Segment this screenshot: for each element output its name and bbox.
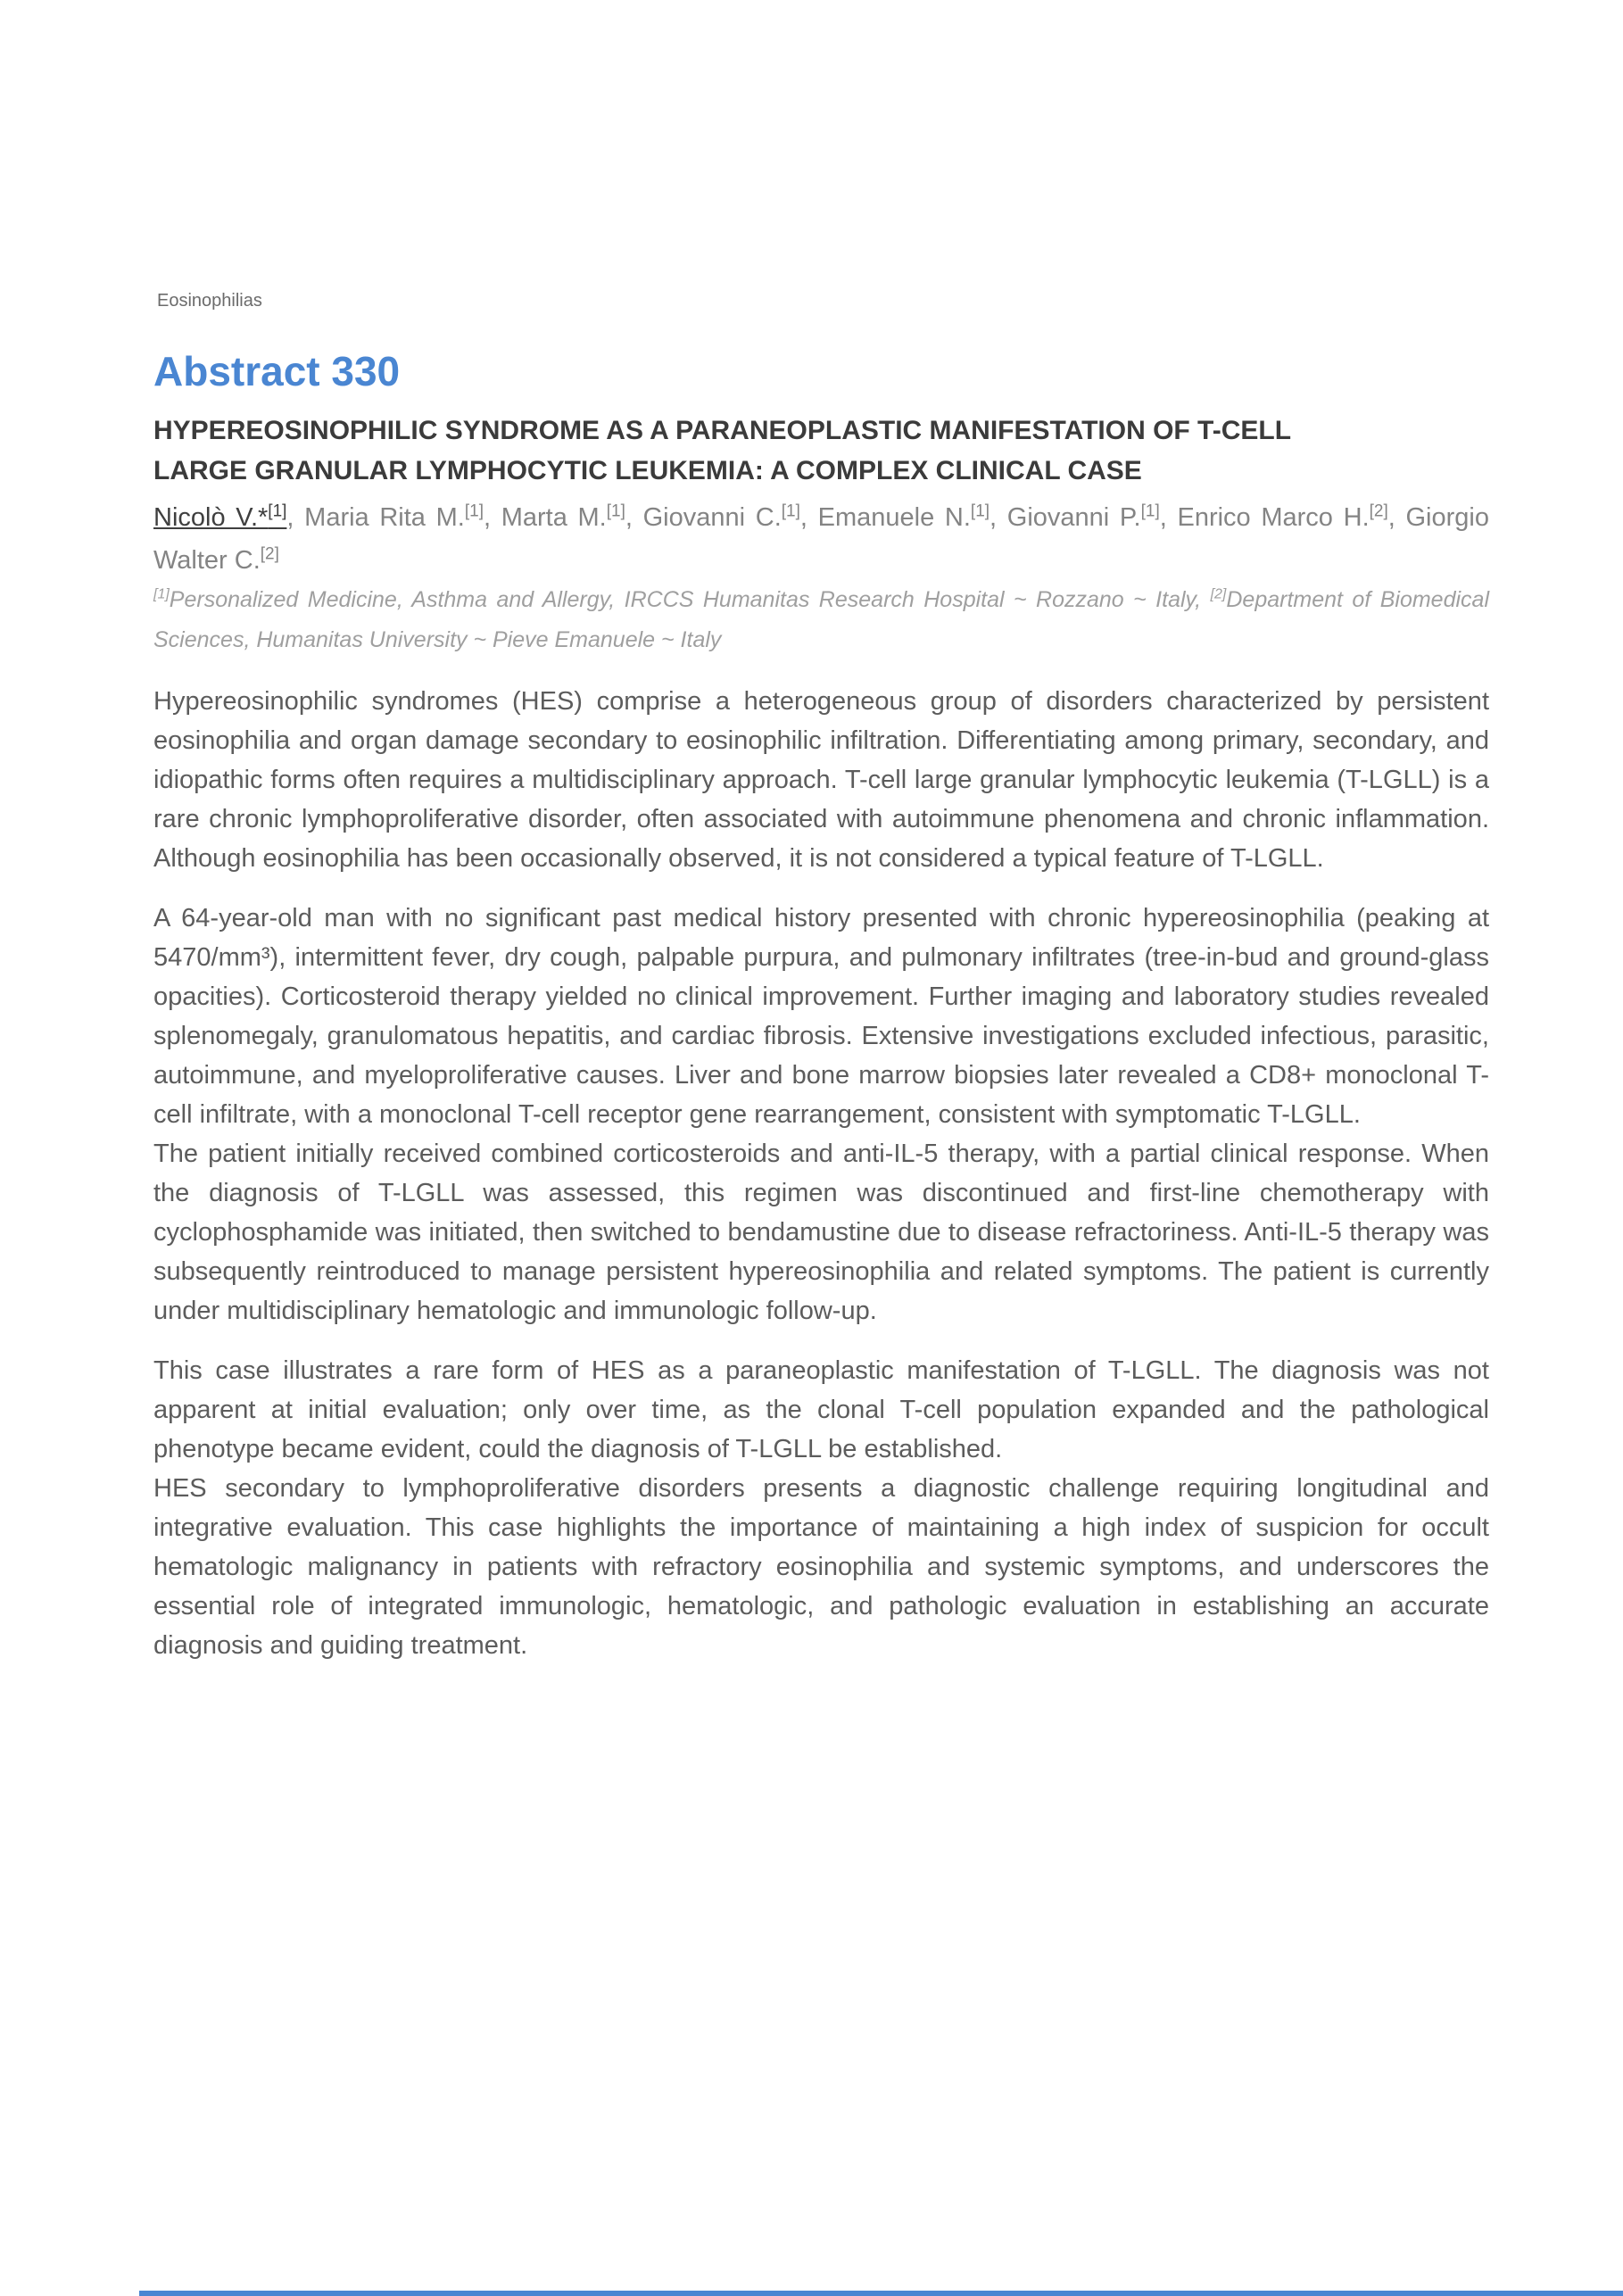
author: Enrico Marco H.[2] bbox=[1177, 501, 1388, 532]
abstract-body bbox=[153, 682, 1489, 1686]
abstract-title bbox=[153, 410, 1492, 491]
abstract-title-line-1: HYPEREOSINOPHILIC SYNDROME AS A PARANEOPLASTIC MANIFESTATION OF T-CELL bbox=[153, 416, 1292, 445]
author: Giovanni C.[1] bbox=[642, 501, 800, 532]
author: Giorgio Walter C.[2] bbox=[153, 503, 1489, 575]
author: Emanuele N.[1] bbox=[817, 501, 990, 532]
abstract-paragraph: Hypereosinophilic syndromes (HES) comprise a heterogeneous group of disorders characterized by persistent eosinophilia and organ damage secondary to eosinophilic infiltration. Differentiating among primary, secondary, and idiopathic forms often requires a multidisciplinary approach. T-cell large granular lymphocytic leukemia (T-LGLL) is a rare chronic lymphoproliferative disorder, often associated with autoimmune phenomena and chronic inflammation. Although eosinophilia has been occasionally observed, it is not considered a typical feature of T-LGLL. bbox=[153, 687, 1489, 873]
author: Maria Rita M.[1] bbox=[304, 501, 484, 532]
abstract-block bbox=[153, 682, 1489, 878]
footer-accent-bar bbox=[139, 2291, 1623, 2296]
author: Marta M.[1] bbox=[501, 501, 625, 532]
author: Giovanni P.[1] bbox=[1006, 501, 1160, 532]
abstract-paragraph: This case illustrates a rare form of HES as a paraneoplastic manifestation of T-LGLL. The diagnosis was not apparent at initial evaluation; only over time, as the clonal T-cell population expanded and the pathological phenotype became evident, could the diagnosis of T-LGLL be established. bbox=[153, 1356, 1489, 1463]
author-presenting: Nicolò V.*[1] bbox=[153, 501, 287, 532]
section-label: Eosinophilias bbox=[157, 291, 262, 311]
abstract-block bbox=[153, 1351, 1489, 1665]
abstract-block bbox=[153, 899, 1489, 1330]
author-list: Nicolò V.*[1], Maria Rita M.[1], Marta M.[1], Giovanni C.[1], Emanuele N.[1], Giovanni P.[1], Enrico Marco H.[2], Giorgio Walter C.[2] bbox=[153, 501, 1489, 575]
abstract-number: Abstract 330 bbox=[153, 348, 401, 394]
affiliation-list: [1]Personalized Medicine, Asthma and Allergy, IRCCS Humanitas Research Hospital ~ Rozzano ~ Italy, [2]Department of Biomedical Sciences, Humanitas University ~ Pieve Emanuele ~ Italy bbox=[153, 586, 1489, 652]
abstract-title-line-2: LARGE GRANULAR LYMPHOCYTIC LEUKEMIA: A COMPLEX CLINICAL CASE bbox=[153, 456, 1142, 485]
abstract-paragraph: HES secondary to lymphoproliferative disorders presents a diagnostic challenge requiring longitudinal and integrative evaluation. This case highlights the importance of maintaining a high index of suspicion for occult hematologic malignancy in patients with refractory eosinophilia and systemic symptoms, and underscores the essential role of integrated immunologic, hematologic, and pathologic evaluation in establishing an accurate diagnosis and guiding treatment. bbox=[153, 1474, 1489, 1660]
affiliation-marker: [1] bbox=[153, 586, 170, 602]
affiliation-marker: [2] bbox=[1210, 586, 1227, 602]
abstract-paragraph: A 64-year-old man with no significant past medical history presented with chronic hypereosinophilia (peaking at 5470/mm³), intermittent fever, dry cough, palpable purpura, and pulmonary infiltrates (tree-in-bud and ground-glass opacities). Corticosteroid therapy yielded no clinical improvement. Further imaging and laboratory studies revealed splenomegaly, granulomatous hepatitis, and cardiac fibrosis. Extensive investigations excluded infectious, parasitic, autoimmune, and myeloproliferative causes. Liver and bone marrow biopsies later revealed a CD8+ monoclonal T-cell infiltrate, with a monoclonal T-cell receptor gene rearrangement, consistent with symptomatic T-LGLL. bbox=[153, 904, 1489, 1129]
abstract-paragraph: The patient initially received combined corticosteroids and anti-IL-5 therapy, with a partial clinical response. When the diagnosis of T-LGLL was assessed, this regimen was discontinued and first-line chemotherapy with cyclophosphamide was initiated, then switched to bendamustine due to disease refractoriness. Anti-IL-5 therapy was subsequently reintroduced to manage persistent hypereosinophilia and related symptoms. The patient is currently under multidisciplinary hematologic and immunologic follow-up. bbox=[153, 1140, 1489, 1325]
